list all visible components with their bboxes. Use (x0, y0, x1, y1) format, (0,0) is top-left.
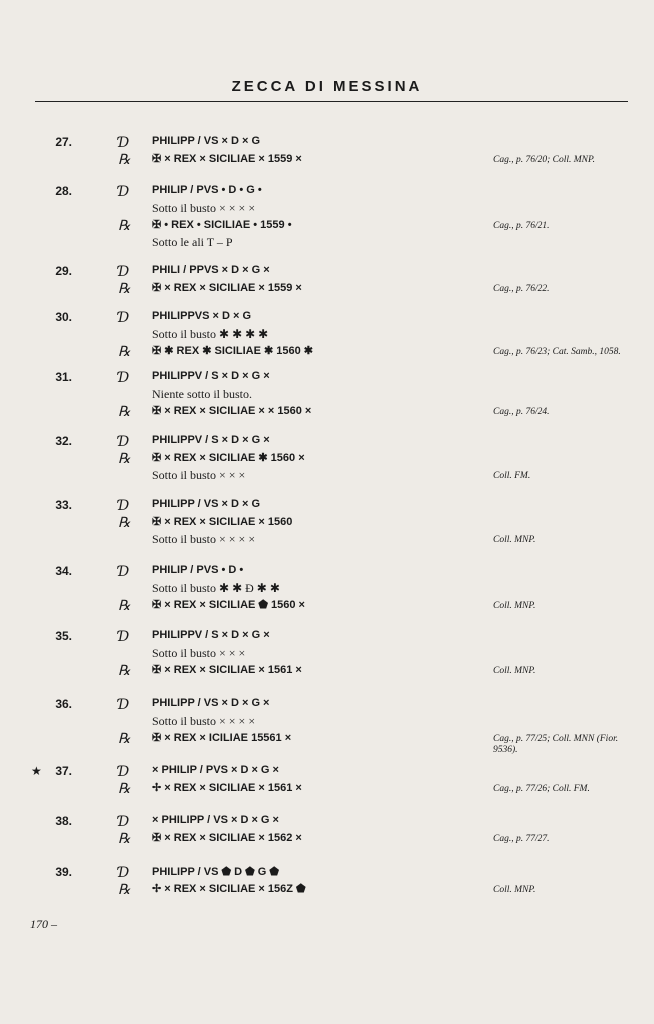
obverse-symbol: Ɗ (118, 865, 130, 881)
entry-number: 34. (55, 564, 72, 578)
entry-note-line (118, 201, 478, 217)
obverse-symbol: Ɗ (118, 498, 130, 514)
entry-legend-line (118, 310, 478, 326)
reverse-symbol: ℞ (118, 731, 131, 747)
entry-legend-line (118, 865, 478, 881)
entry-reference: Cag., p. 77/27. (493, 834, 550, 844)
obverse-symbol: Ɗ (118, 697, 130, 713)
coin-legend: PHILIPP / VS ⬟ D ⬟ G ⬟ (152, 866, 279, 878)
entry-reference: Cag., p. 76/22. (493, 284, 550, 294)
entry-number: 31. (55, 370, 72, 384)
entry-number: 30. (55, 310, 72, 324)
entry-note: Sotto il busto ✱ ✱ ✱ ✱ (152, 327, 269, 341)
coin-legend: ✠ × REX × SICILIAE × 1559 × (152, 153, 302, 165)
obverse-symbol: Ɗ (118, 764, 130, 780)
entry-legend-line (118, 781, 478, 797)
coin-legend: ✠ × REX × SICILIAE × 1559 × (152, 282, 302, 294)
entry-legend-line (118, 731, 478, 747)
coin-legend: ✠ × REX × SICILIAE × × 1560 × (152, 405, 312, 417)
star-icon: ★ (31, 764, 42, 778)
coin-legend: × PHILIP / PVS × D × G × (152, 764, 279, 776)
entry-legend-line (118, 218, 478, 234)
entry-note: Sotto il busto × × × × (152, 532, 256, 546)
entry-reference: Cag., p. 76/24. (493, 407, 550, 417)
entry-legend-line (118, 663, 478, 679)
entry-reference: Coll. MNP. (493, 535, 536, 545)
obverse-symbol: Ɗ (118, 310, 130, 326)
entry-number: 36. (55, 697, 72, 711)
entry-note-line (118, 646, 478, 662)
reverse-symbol: ℞ (118, 831, 131, 847)
reverse-symbol: ℞ (118, 663, 131, 679)
obverse-symbol: Ɗ (118, 629, 130, 645)
obverse-symbol: Ɗ (118, 564, 130, 580)
coin-legend: PHILIPPV / S × D × G × (152, 370, 270, 382)
coin-legend: ✠ ✱ REX ✱ SICILIAE ✱ 1560 ✱ (152, 345, 314, 357)
coin-legend: ✠ × REX × SICILIAE ✱ 1560 × (152, 452, 305, 464)
entry-number: 37. (55, 764, 72, 778)
coin-legend: × PHILIPP / VS × D × G × (152, 814, 279, 826)
reverse-symbol: ℞ (118, 598, 131, 614)
entry-note-line (118, 581, 478, 597)
obverse-symbol: Ɗ (118, 135, 130, 151)
entry-legend-line (118, 515, 478, 531)
entry-legend-line (118, 434, 478, 450)
obverse-symbol: Ɗ (118, 434, 130, 450)
entry-reference: Coll. MNP. (493, 885, 536, 895)
reverse-symbol: ℞ (118, 515, 131, 531)
entry-legend-line (118, 697, 478, 713)
entry-note: Sotto le ali T – P (152, 235, 233, 249)
coin-legend: PHILIPP / VS × D × G (152, 498, 261, 510)
coin-legend: PHILIP / PVS • D • G • (152, 184, 262, 196)
obverse-symbol: Ɗ (118, 264, 130, 280)
title-rule (35, 101, 628, 102)
entry-note-line (118, 532, 478, 548)
entry-note: Sotto il busto × × × × (152, 201, 256, 215)
entry-number: 27. (55, 135, 72, 149)
entry-legend-line (118, 152, 478, 168)
reverse-symbol: ℞ (118, 281, 131, 297)
entry-note-line (118, 327, 478, 343)
entry-legend-line (118, 564, 478, 580)
entry-number: 38. (55, 814, 72, 828)
entry-number: 29. (55, 264, 72, 278)
coin-legend: PHILIPP / VS × D × G × (152, 697, 270, 709)
reverse-symbol: ℞ (118, 404, 131, 420)
entry-legend-line (118, 264, 478, 280)
entry-legend-line (118, 344, 478, 360)
entry-note-line (118, 468, 478, 484)
coin-legend: PHILIPP / VS × D × G (152, 135, 261, 147)
coin-legend: ✢ × REX × SICILIAE × 1561 × (152, 782, 302, 794)
entry-legend-line (118, 184, 478, 200)
obverse-symbol: Ɗ (118, 370, 130, 386)
entry-note: Sotto il busto × × × × (152, 714, 256, 728)
entry-legend-line (118, 370, 478, 386)
coin-legend: ✠ × REX × SICILIAE × 1561 × (152, 664, 302, 676)
entry-note-line (118, 714, 478, 730)
entry-reference: Cag., p. 76/20; Coll. MNP. (493, 155, 595, 165)
entry-note: Sotto il busto × × × (152, 468, 246, 482)
obverse-symbol: Ɗ (118, 814, 130, 830)
coin-legend: ✠ • REX • SICILIAE • 1559 • (152, 219, 292, 231)
entry-reference: Coll. FM. (493, 471, 531, 481)
entry-number: 35. (55, 629, 72, 643)
entry-legend-line (118, 135, 478, 151)
reverse-symbol: ℞ (118, 451, 131, 467)
coin-legend: ✢ × REX × SICILIAE × 156Z ⬟ (152, 883, 306, 895)
entry-legend-line (118, 764, 478, 780)
page-title: ZECCA DI MESSINA (231, 78, 423, 95)
coin-legend: PHILIP / PVS • D • (152, 564, 244, 576)
entry-legend-line (118, 498, 478, 514)
entry-legend-line (118, 831, 478, 847)
coin-legend: ✠ × REX × SICILIAE × 1562 × (152, 832, 302, 844)
reverse-symbol: ℞ (118, 152, 131, 168)
entry-note: Sotto il busto × × × (152, 646, 246, 660)
coin-legend: ✠ × REX × SICILIAE ⬟ 1560 × (152, 599, 305, 611)
entry-reference: Coll. MNP. (493, 666, 536, 676)
entry-note: Sotto il busto ✱ ✱ Ɖ ✱ ✱ (152, 581, 280, 595)
reverse-symbol: ℞ (118, 218, 131, 234)
reverse-symbol: ℞ (118, 344, 131, 360)
entry-reference: Cag., p. 76/23; Cat. Samb., 1058. (493, 347, 621, 357)
entry-note: Niente sotto il busto. (152, 387, 252, 401)
entry-legend-line (118, 451, 478, 467)
entry-reference: Coll. MNP. (493, 601, 536, 611)
entry-reference: Cag., p. 77/26; Coll. FM. (493, 784, 590, 794)
entry-legend-line (118, 814, 478, 830)
entry-reference: Cag., p. 76/21. (493, 221, 550, 231)
reverse-symbol: ℞ (118, 882, 131, 898)
entry-reference: Cag., p. 77/25; Coll. MNN (Fior. 9536). (493, 734, 619, 755)
entry-legend-line (118, 882, 478, 898)
coin-legend: PHILIPPVS × D × G (152, 310, 252, 322)
coin-legend: ✠ × REX × ICILIAE 15561 × (152, 732, 292, 744)
coin-legend: ✠ × REX × SICILIAE × 1560 (152, 516, 293, 528)
coin-legend: PHILIPPV / S × D × G × (152, 434, 270, 446)
page-number: 170 – (30, 917, 57, 931)
entry-note-line (118, 235, 478, 251)
entry-number: 32. (55, 434, 72, 448)
entry-note-line (118, 387, 478, 403)
entry-number: 28. (55, 184, 72, 198)
entry-legend-line (118, 598, 478, 614)
entry-number: 33. (55, 498, 72, 512)
reverse-symbol: ℞ (118, 781, 131, 797)
obverse-symbol: Ɗ (118, 184, 130, 200)
coin-legend: PHILIPPV / S × D × G × (152, 629, 270, 641)
coin-legend: PHILI / PPVS × D × G × (152, 264, 270, 276)
entry-number: 39. (55, 865, 72, 879)
entry-legend-line (118, 281, 478, 297)
entry-legend-line (118, 629, 478, 645)
entry-legend-line (118, 404, 478, 420)
